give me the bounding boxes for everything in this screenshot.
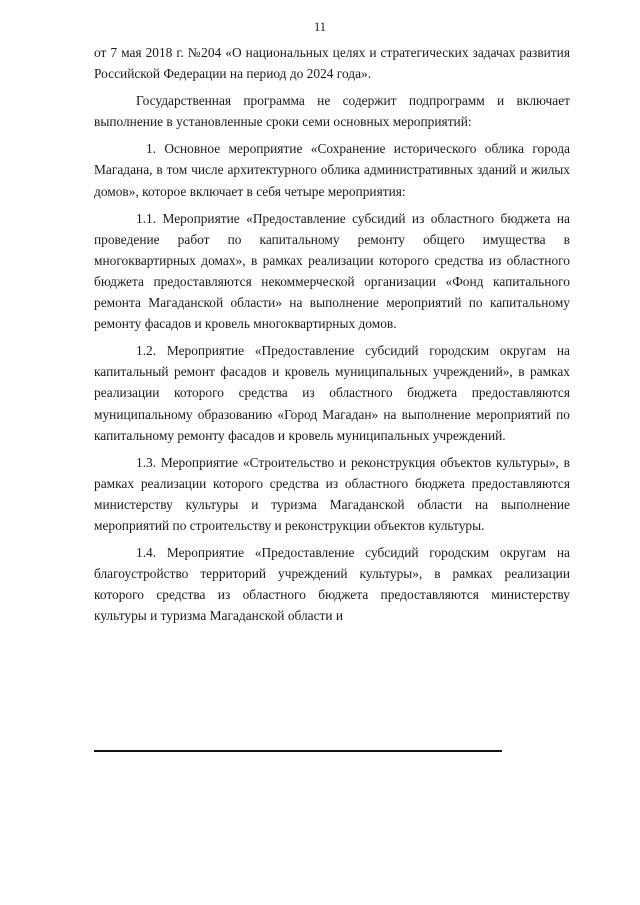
page-number: 11 <box>313 20 327 34</box>
paragraph-decree-reference: от 7 мая 2018 г. №204 «О национальных целях и стратегических задачах развития Российской Федерации на период до 2024 года». <box>94 45 570 82</box>
paragraph-measure-1-2: 1.2. Мероприятие «Предоставление субсидий городским округам на капитальный ремонт фасадов и кровель муниципальных учреждений», в рамках реализации которого средства из областного бюджета предоставляются муниципальному образованию «Город Магадан» на выполнение мероприятий по капитальному ремонту фасадов и кровель муниципальных учреждений. <box>94 343 570 443</box>
paragraph-program-overview: Государственная программа не содержит подпрограмм и включает выполнение в установленные сроки семи основных мероприятий: <box>94 93 570 130</box>
paragraph-measure-1-1: 1.1. Мероприятие «Предоставление субсидий из областного бюджета на проведение работ по капитальному ремонту общего имущества в многоквартирных домах», в рамках реализации которого средства из областного бюджета предоставляются некоммерческой организации «Фонд капитального ремонта Магаданской области» на выполнение мероприятий по капитальному ремонту фасадов и кровель многоквартирных домов. <box>94 210 570 332</box>
document-body <box>94 42 570 632</box>
paragraph-measure-1-4: 1.4. Мероприятие «Предоставление субсидий городским округам на благоустройство территорий учреждений культуры», в рамках реализации которого средства из областного бюджета предоставляются министерству культуры и туризма Магаданской области и <box>94 545 570 624</box>
footnote-divider <box>94 750 502 752</box>
paragraph-main-measure-1: 1. Основное мероприятие «Сохранение исторического облика города Магадана, в том числе архитектурного облика административных зданий и жилых домов», которое включает в себя четыре мероприятия: <box>94 141 570 199</box>
paragraph-measure-1-3: 1.3. Мероприятие «Строительство и реконструкция объектов культуры», в рамках реализации которого средства из областного бюджета предоставляются министерству культуры и туризма Магаданской области на выполнение мероприятий по строительству и реконструкции объектов культуры. <box>94 454 570 533</box>
